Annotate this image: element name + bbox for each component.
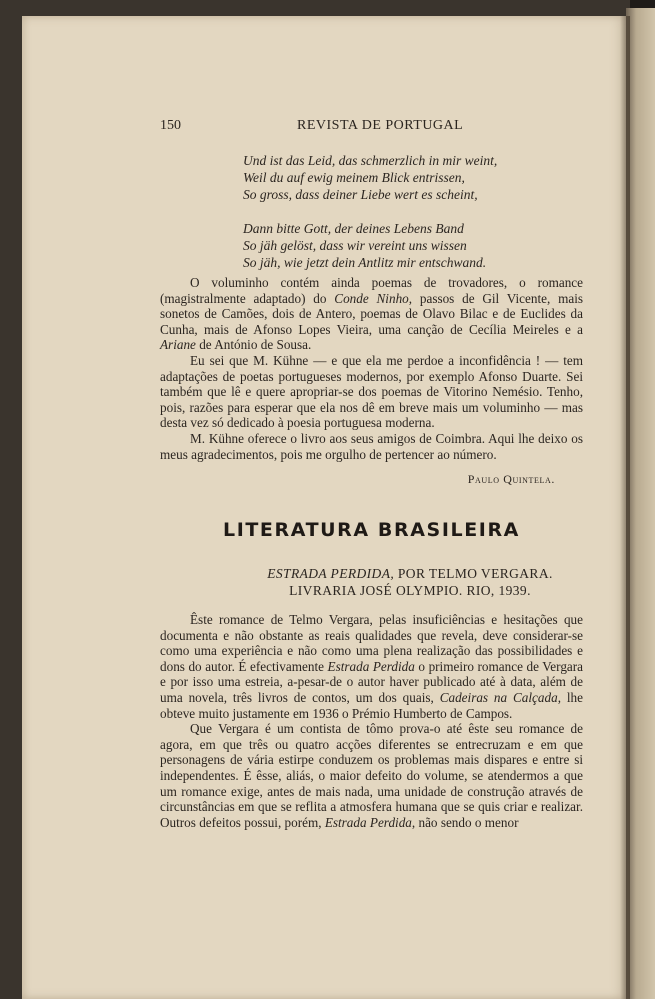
paragraph (160, 612, 583, 721)
poem-stanza (243, 152, 543, 203)
spine-shadow (620, 16, 630, 999)
text-run: o primeiro romance de Vergara e por isso uma estreia, a-pesar-de o autor haver publicado até à data, além de uma novela, três livros de contos, um dos quais, (160, 658, 584, 705)
review-body-kuhne (160, 275, 583, 462)
italic-title: Cadeiras na Calçada (439, 689, 558, 705)
text-run: , passos de Gil Vicente, mais sonetos de Camões, dois de Antero, poemas de Olavo Bilac e de Euclides da Cunha, mais de Afonso Lopes Vieira, uma canção de Cecília Meireles e a (160, 290, 583, 337)
text-run: , lhe obteve muito justamente em 1936 o Prémio Humberto de Campos. (160, 689, 583, 721)
paragraph: Eu sei que M. Kühne — e que ela me perdoe a inconfidência ! — tem adaptações de poetas portugueses modernos, por exemplo Afonso Duarte. Sei também que lê e quere apropriar-se dos poemas de Vitorino Nemésio. Tenho, pois, razões para esperar que ela nos dê em breve mais um voluminho — mas desta vez só dedicado à poesia portuguesa moderna. (160, 352, 583, 431)
text-run: O voluminho contém ainda poemas de trovadores, o romance (magistralmente adaptado) do (160, 275, 583, 306)
text-run: , não sendo o menor (411, 814, 519, 830)
german-poem (243, 152, 543, 288)
review-body-vergara (160, 612, 583, 830)
italic-title: Estrada Perdida (324, 814, 412, 830)
text-run: de António de Sousa. (195, 337, 312, 353)
book-title: ESTRADA PERDIDA, (267, 566, 395, 581)
journal-title: REVISTA DE PORTUGAL (297, 118, 464, 133)
poem-stanza (243, 220, 543, 271)
page-number: 150 (160, 118, 181, 133)
text-run: Que Vergara é um contista de tômo prova-o até êste seu romance de agora, em que três ou quatro acções diferentes se entrecruzam e em que personagens de vária estirpe conduzem os problemas mais dispares e entre si independentes. É êsse, aliás, o maior defeito do volume, se atendermos a que um romance exige, antes de mais nada, uma unidade de construção através de circunstâncias em que se reflita a atmosfera humana que se quis criar e realizar. Outros defeitos possui, porém, (160, 721, 583, 830)
section-heading: LITERATURA BRASILEIRA (223, 519, 520, 541)
paragraph (160, 721, 583, 830)
poem-line: Weil du auf ewig meinem Blick entrissen, (243, 170, 465, 185)
poem-line: Und ist das Leid, das schmerzlich in mir weint, (243, 153, 498, 168)
author-signature: Paulo Quintela. (467, 472, 555, 486)
book-details: POR TELMO VERGARA. LIVRARIA JOSÉ OLYMPIO. RIO, 1939. (289, 566, 553, 598)
text-run: Êste romance de Telmo Vergara, pelas insuficiências e hesitações que documenta e não obstante as reais qualidades que revela, deve considerar-se como uma experiência e não como uma plena realização das possibilidades e dons do autor. É efectivamente (160, 612, 583, 674)
book-citation (236, 566, 584, 599)
poem-line: Dann bitte Gott, der deines Lebens Band (243, 221, 464, 236)
italic-title: Conde Ninho (334, 290, 409, 306)
poem-line: So jäh gelöst, dass wir vereint uns wissen (243, 238, 467, 253)
italic-title: Ariane (160, 337, 196, 353)
poem-line: So jäh, wie jetzt dein Antlitz mir entschwand. (243, 255, 487, 270)
running-head (160, 118, 572, 138)
paragraph: M. Kühne oferece o livro aos seus amigos de Coimbra. Aqui lhe deixo os meus agradecimentos, pois me orgulho de pertencer ao número. (160, 430, 583, 462)
facing-page-edge (626, 8, 655, 999)
paragraph (160, 275, 583, 353)
poem-line: So gross, dass deiner Liebe wert es scheint, (243, 187, 478, 202)
italic-title: Estrada Perdida (327, 658, 415, 674)
